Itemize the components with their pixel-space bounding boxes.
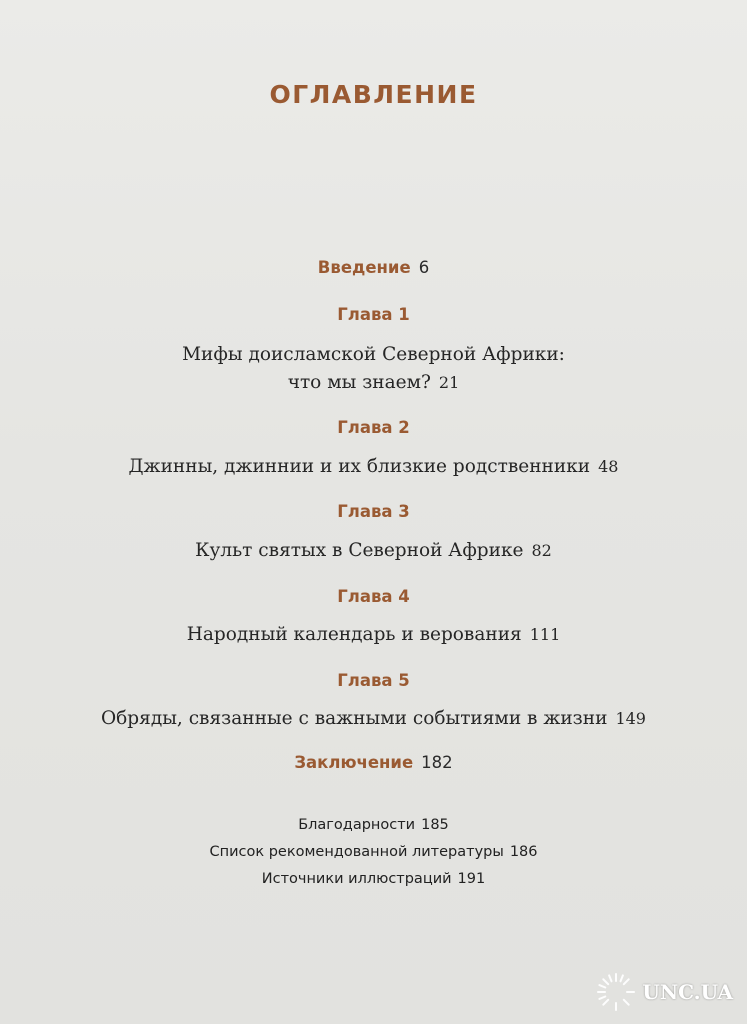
chapter-1-label: Глава 1	[337, 305, 410, 324]
chapter-1-title-line1: Мифы доисламской Северной Африки:	[182, 344, 565, 365]
chapter-2-page: 48	[598, 457, 619, 476]
watermark-text: UNC.UA	[642, 980, 733, 1004]
chapter-3-label: Глава 3	[337, 502, 410, 521]
chapter-4-title: Народный календарь и верования	[186, 624, 522, 645]
chapter-5-page: 149	[615, 709, 646, 728]
toc-heading: ОГЛАВЛЕНИЕ	[269, 80, 478, 109]
reading-list-label: Список рекомендованной литературы	[209, 844, 504, 860]
chapter-2-title: Джинны, джиннии и их близкие родственники	[128, 456, 591, 477]
intro-label: Введение	[317, 258, 411, 277]
reading-list-page: 186	[509, 844, 538, 860]
chapter-3-title: Культ святых в Северной Африке	[195, 540, 524, 561]
chapter-1-page: 21	[438, 373, 460, 392]
chapter-3-page: 82	[531, 541, 552, 560]
site-watermark	[596, 972, 733, 1012]
chapter-4-entry	[0, 624, 747, 645]
chapter-3-entry	[0, 540, 747, 561]
chapter-2-label: Глава 2	[337, 418, 410, 437]
illustration-sources-label: Источники иллюстраций	[261, 871, 452, 887]
acknowledgements-label: Благодарности	[298, 817, 416, 833]
toc-intro	[0, 258, 747, 278]
chapter-5-entry	[0, 708, 747, 729]
back-matter-reading-list	[0, 844, 747, 860]
chapter-5-title: Обряды, связанные с важными событиями в жизни	[101, 708, 608, 729]
chapter-2-entry	[0, 456, 747, 477]
conclusion-label: Заключение	[294, 753, 414, 772]
intro-page: 6	[418, 258, 430, 277]
illustration-sources-page: 191	[457, 871, 486, 887]
toc-conclusion	[0, 753, 747, 773]
chapter-4-label: Глава 4	[337, 587, 410, 606]
back-matter-illustration-sources	[0, 871, 747, 887]
chapter-1-title-text: что мы знаем?	[287, 372, 431, 393]
chapter-4-page: 111	[529, 625, 561, 644]
chapter-5-label: Глава 5	[337, 671, 410, 690]
acknowledgements-page: 185	[421, 817, 449, 833]
chapter-1-title-line2	[0, 372, 747, 393]
conclusion-page: 182	[421, 753, 453, 772]
back-matter-acknowledgements	[0, 817, 747, 833]
sunburst-logo-icon	[596, 972, 636, 1012]
